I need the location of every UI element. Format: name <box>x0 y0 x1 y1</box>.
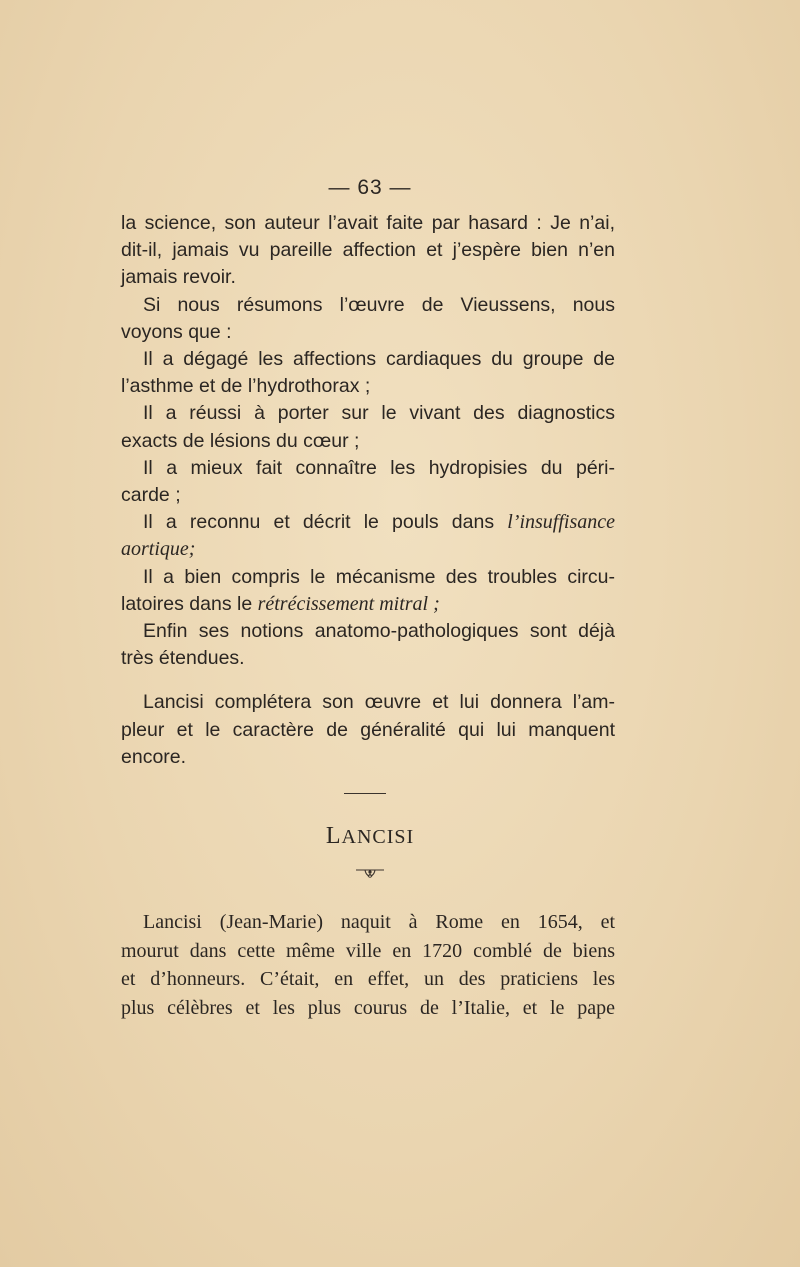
text-line: la science, son auteur l’avait faite par hasard : Je n’ai, <box>121 212 615 234</box>
body-text-lancisi <box>121 908 615 1022</box>
text-line: Il a réussi à porter sur le vivant des diagnostics <box>143 402 615 425</box>
fleuron-icon <box>355 866 385 880</box>
text-line <box>121 591 615 618</box>
text-line: très étendues. <box>121 647 245 670</box>
text-line: encore. <box>121 745 187 768</box>
text-line: Lancisi (Jean-Marie) naquit à Rome en 1654, et <box>143 911 615 933</box>
heading-rest: ANCISI <box>341 826 415 848</box>
italic-term: rétrécissement mitral ; <box>257 592 440 615</box>
text-line: plus célèbres et les plus courus de l’Italie, et le pape <box>121 996 615 1019</box>
text-line <box>121 536 615 563</box>
text-line: et d’honneurs. C’était, en effet, un des praticiens les <box>121 968 615 990</box>
text-line: Si nous résumons l’œuvre de Vieussens, nous <box>143 293 615 316</box>
text-line: l’asthme et de l’hydrothorax ; <box>121 375 371 398</box>
text-fragment: latoires dans le <box>121 592 258 615</box>
text-line: carde ; <box>121 484 181 507</box>
paragraph-gap <box>121 672 615 689</box>
text-line: Il a dégagé les affections cardiaques du groupe de <box>143 348 615 371</box>
page-number: — 63 — <box>328 176 412 199</box>
text-line: voyons que : <box>121 320 232 343</box>
text-line: exacts de lésions du cœur ; <box>121 429 360 452</box>
text-line: pleur et le caractère de généralité qui lui manquent <box>121 718 615 741</box>
text-line: dit-il, jamais vu pareille affection et j’espère bien n’en <box>121 239 615 262</box>
body-text <box>121 210 615 771</box>
text-fragment: Il a reconnu et décrit le pouls dans <box>143 511 508 534</box>
section-heading <box>0 823 740 850</box>
italic-term: aortique; <box>121 538 196 561</box>
heading-initial: L <box>325 823 342 849</box>
section-divider <box>344 793 386 794</box>
text-line: jamais revoir. <box>121 266 236 289</box>
text-line: Enfin ses notions anatomo-pathologiques sont déjà <box>143 620 615 643</box>
text-line: mourut dans cette même ville en 1720 comblé de biens <box>121 939 615 962</box>
italic-term: l’insuffisance <box>507 511 615 534</box>
text-line <box>121 509 615 536</box>
text-line: Il a bien compris le mécanisme des troubles circu- <box>143 565 615 588</box>
text-line: Il a mieux fait connaître les hydropisies du péri- <box>143 456 615 479</box>
text-line: Lancisi complétera son œuvre et lui donnera l’am- <box>143 691 615 714</box>
